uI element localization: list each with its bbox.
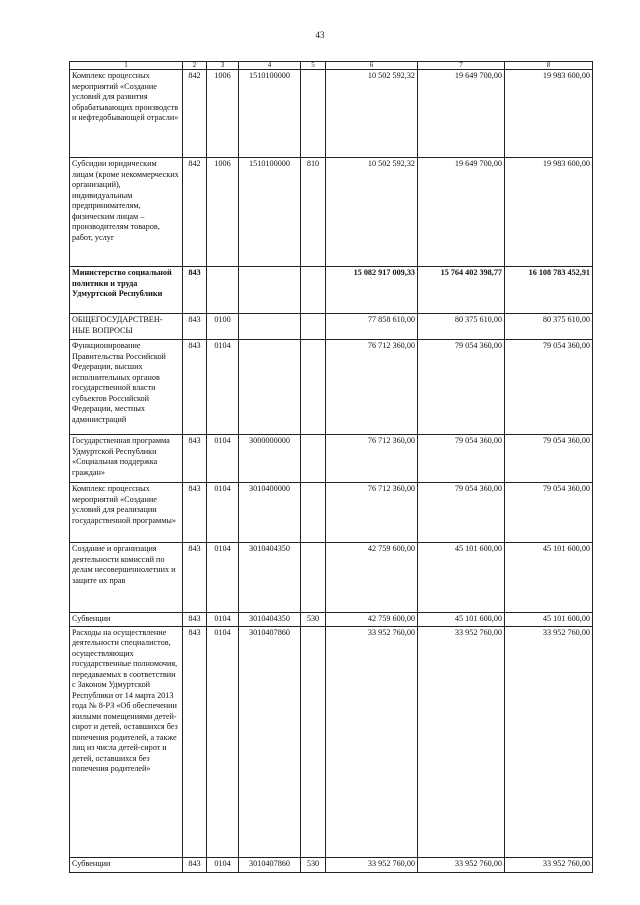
row-amount-col8: 79 054 360,00 [505,483,593,543]
row-target-code: 3010407860 [239,857,301,872]
table-row [70,857,593,872]
row-amount-col7: 33 952 760,00 [418,626,505,857]
row-target-code [239,340,301,435]
table-row [70,613,593,627]
row-section-code: 0104 [207,435,239,483]
row-amount-col6: 76 712 360,00 [326,483,418,543]
page-number: 43 [315,30,325,40]
row-amount-col7: 79 054 360,00 [418,435,505,483]
row-target-code: 3000000000 [239,435,301,483]
row-vr-code: 843 [183,435,207,483]
row-section-code: 0104 [207,483,239,543]
row-section-code: 0104 [207,543,239,613]
row-amount-col8: 45 101 600,00 [505,613,593,627]
row-amount-col7: 79 054 360,00 [418,483,505,543]
row-amount-col8: 80 375 610,00 [505,314,593,340]
row-name: Субсидии юридическим лицам (кроме некоммерческих организаций), индивидуальным предпринимателям, физическим лицам – производителям товаров, работ, услуг [70,158,183,267]
row-target-code: 3010404350 [239,613,301,627]
row-amount-col8: 45 101 600,00 [505,543,593,613]
row-expense-type [301,267,326,314]
row-amount-col8: 33 952 760,00 [505,626,593,857]
row-name: Комплекс процессных мероприятий «Создание условий для развития обрабатывающих производств и нефтедобывающей отрасли» [70,70,183,158]
row-section-code: 0104 [207,626,239,857]
table-row [70,158,593,267]
row-target-code: 3010404350 [239,543,301,613]
row-vr-code: 843 [183,613,207,627]
row-vr-code: 843 [183,543,207,613]
row-expense-type [301,435,326,483]
row-amount-col7: 80 375 610,00 [418,314,505,340]
row-name: ОБЩЕГОСУДАРСТВЕН-НЫЕ ВОПРОСЫ [70,314,183,340]
table-row [70,626,593,857]
row-expense-type [301,626,326,857]
row-section-code [207,267,239,314]
row-expense-type [301,314,326,340]
row-name: Государственная программа Удмуртской Республики «Социальная поддержка граждан» [70,435,183,483]
row-expense-type: 810 [301,158,326,267]
column-header: 1 [70,62,183,70]
row-target-code: 1510100000 [239,158,301,267]
row-amount-col6: 42 759 600,00 [326,613,418,627]
row-section-code: 0104 [207,340,239,435]
table-row [70,483,593,543]
row-name: Субвенции [70,613,183,627]
row-vr-code: 842 [183,70,207,158]
row-amount-col8: 33 952 760,00 [505,857,593,872]
row-vr-code: 842 [183,158,207,267]
table-row [70,435,593,483]
row-amount-col8: 79 054 360,00 [505,435,593,483]
row-amount-col6: 10 502 592,32 [326,70,418,158]
row-amount-col7: 79 054 360,00 [418,340,505,435]
row-expense-type: 530 [301,857,326,872]
row-name: Комплекс процессных мероприятий «Создание условий для реализации государственной программы» [70,483,183,543]
table-row [70,340,593,435]
row-section-code: 1006 [207,70,239,158]
column-header: 6 [326,62,418,70]
table-row [70,314,593,340]
row-expense-type [301,543,326,613]
row-amount-col7: 45 101 600,00 [418,613,505,627]
row-section-code: 1006 [207,158,239,267]
row-name: Создание и организация деятельности комиссий по делам несовершеннолетних и защите их прав [70,543,183,613]
row-section-code: 0100 [207,314,239,340]
row-target-code: 1510100000 [239,70,301,158]
column-header: 5 [301,62,326,70]
budget-table [69,61,593,873]
row-amount-col6: 76 712 360,00 [326,340,418,435]
table-row [70,70,593,158]
row-expense-type: 530 [301,613,326,627]
row-name: Субвенции [70,857,183,872]
row-amount-col7: 15 764 402 398,77 [418,267,505,314]
column-header: 7 [418,62,505,70]
row-target-code [239,314,301,340]
row-amount-col6: 10 502 592,32 [326,158,418,267]
row-amount-col7: 33 952 760,00 [418,857,505,872]
row-vr-code: 843 [183,340,207,435]
header-row [70,62,593,70]
row-vr-code: 843 [183,626,207,857]
row-expense-type [301,340,326,435]
row-vr-code: 843 [183,483,207,543]
row-target-code [239,267,301,314]
row-name: Функционирование Правительства Российской Федерации, высших исполнительных органов государственной власти субъектов Российской Федерации, местных администраций [70,340,183,435]
row-amount-col7: 19 649 700,00 [418,70,505,158]
column-header: 4 [239,62,301,70]
row-amount-col6: 76 712 360,00 [326,435,418,483]
row-target-code: 3010400000 [239,483,301,543]
column-header: 3 [207,62,239,70]
row-section-code: 0104 [207,613,239,627]
row-amount-col8: 79 054 360,00 [505,340,593,435]
row-expense-type [301,483,326,543]
row-amount-col8: 19 983 600,00 [505,158,593,267]
row-vr-code: 843 [183,314,207,340]
table-row [70,543,593,613]
row-name: Расходы на осуществление деятельности специалистов, осуществляющих государственные полномочия, передаваемых в соответствии с Законом Удмуртской Республики от 14 марта 2013 года № 8-РЗ «Об обеспечении жилыми помещениями детей-сирот и детей, оставшихся без попечения родителей, а также лиц из числа детей-сирот и детей, оставшихся без попечения родителей» [70,626,183,857]
row-amount-col8: 19 983 600,00 [505,70,593,158]
row-amount-col7: 45 101 600,00 [418,543,505,613]
row-amount-col8: 16 108 783 452,91 [505,267,593,314]
row-amount-col6: 42 759 600,00 [326,543,418,613]
row-amount-col6: 33 952 760,00 [326,857,418,872]
row-expense-type [301,70,326,158]
column-header: 8 [505,62,593,70]
row-amount-col6: 15 082 917 009,33 [326,267,418,314]
table-row [70,267,593,314]
column-header: 2 [183,62,207,70]
row-target-code: 3010407860 [239,626,301,857]
row-vr-code: 843 [183,857,207,872]
row-name: Министерство социальной политики и труда Удмуртской Республики [70,267,183,314]
row-amount-col6: 33 952 760,00 [326,626,418,857]
row-amount-col7: 19 649 700,00 [418,158,505,267]
row-amount-col6: 77 858 610,00 [326,314,418,340]
row-vr-code: 843 [183,267,207,314]
row-section-code: 0104 [207,857,239,872]
